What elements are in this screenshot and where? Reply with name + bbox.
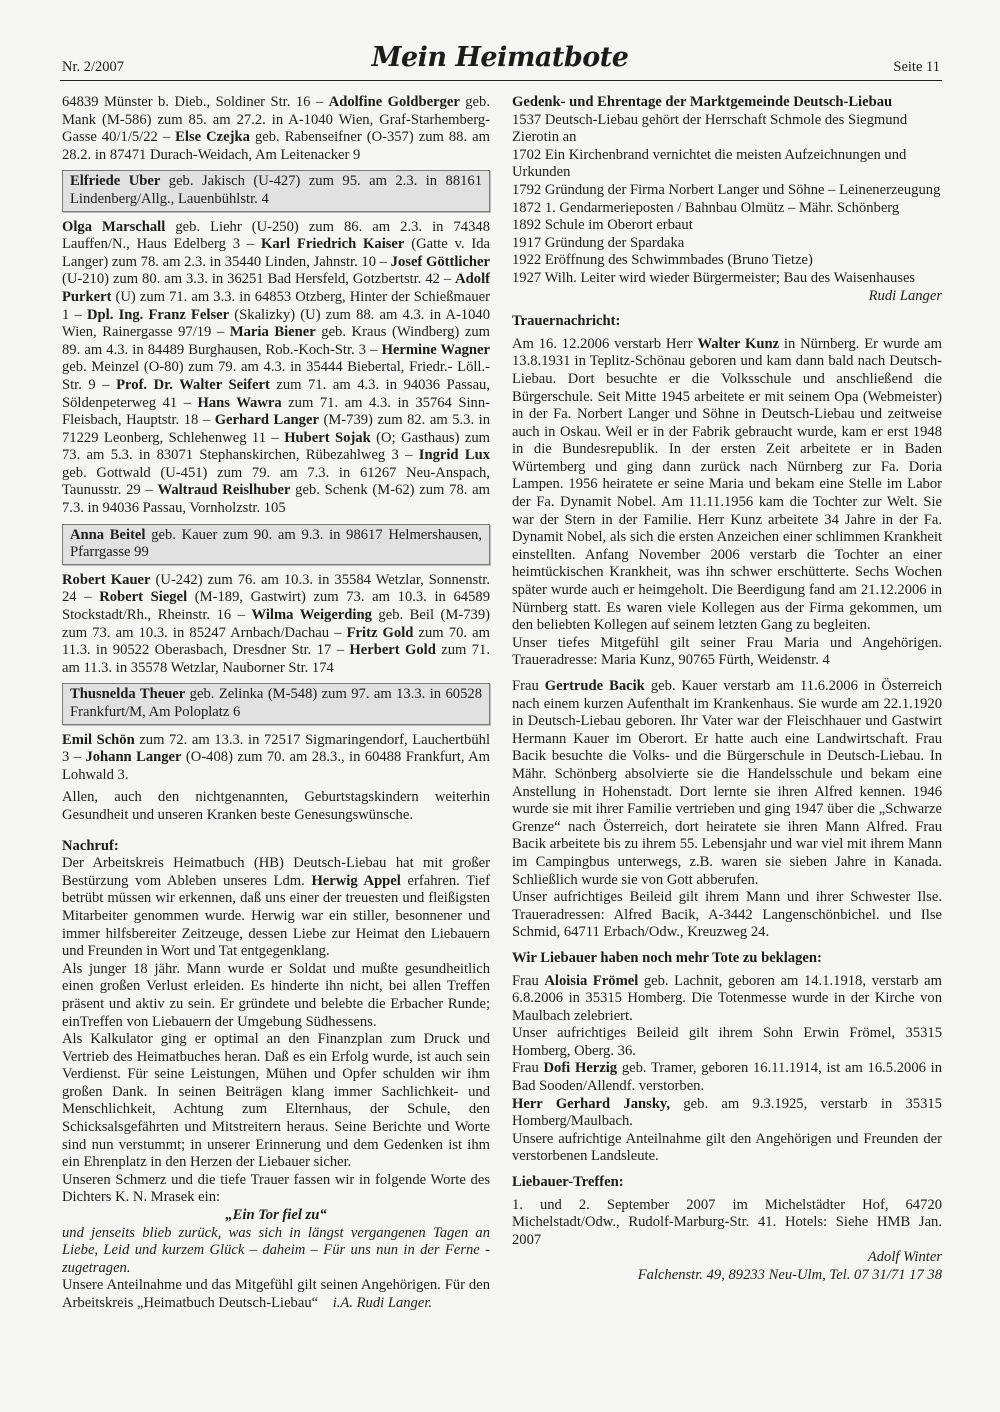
text-run: (M-189, Gastwirt) zum 73. am 10.3. in 64589 Stockstadt/Rh., Rheinstr. 16 – xyxy=(62,589,490,624)
text-run: zum 71. am 4.3. in 94036 Passau, Söldenpeterweg 41 – xyxy=(62,376,490,411)
text-run: (U-242) zum 76. am 10.3. in 35584 Wetzlar, Sonnenstr. 24 – xyxy=(62,571,490,606)
nachruf-paragraph-4: Unseren Schmerz und die tiefe Trauer fassen wir in folgende Worte des Dichters K. N. Mrasek ein: xyxy=(62,1171,490,1206)
person-name: Waltraud Reislhuber xyxy=(157,482,291,499)
text-run: Frau xyxy=(512,972,545,989)
gedenk-item: 1922 Eröffnung des Schwimmbades (Bruno Tietze) xyxy=(512,252,813,269)
page-number: Seite 11 xyxy=(893,59,940,75)
trauer-paragraph-2: Unser tiefes Mitgefühl gilt seiner Frau Maria und Angehörigen. Traueradresse: Maria Kunz, 90765 Fürth, Weidenstr. 4 xyxy=(512,634,942,669)
person-name: Adolfine Goldberger xyxy=(328,94,460,110)
person-name: Josef Göttlicher xyxy=(390,253,490,270)
birthday-paragraph-1 xyxy=(62,94,490,164)
mehr-tote-heading: Wir Liebauer haben noch mehr Tote zu beklagen: xyxy=(512,949,822,966)
person-name: Robert Siegel xyxy=(99,589,188,606)
birthday-highlight-text-1 xyxy=(70,173,482,208)
person-name: Johann Langer xyxy=(85,749,182,766)
treffen-signature-address: Falchenstr. 49, 89233 Neu-Ulm, Tel. 07 31/71 17 38 xyxy=(637,1267,942,1283)
trauer-paragraph-1 xyxy=(512,336,942,635)
gedenk-item: 1927 Wilh. Leiter wird wieder Bürgermeister; Bau des Waisenhauses xyxy=(512,269,916,286)
person-name: Elfriede Uber xyxy=(70,173,161,190)
mehr-paragraph-1 xyxy=(512,973,942,1026)
person-name: Karl Friedrich Kaiser xyxy=(261,236,405,253)
person-name: Ingrid Lux xyxy=(418,447,490,464)
gedenk-heading: Gedenk- und Ehrentage der Marktgemeinde Deutsch-Liebau xyxy=(512,94,893,110)
gedenk-signature: Rudi Langer xyxy=(868,287,942,304)
text-run: (U-210) zum 80. am 3.3. in 36251 Bad Hersfeld, Gotzbertstr. 42 – xyxy=(62,271,456,288)
mehr-paragraph-4 xyxy=(512,1096,942,1131)
person-name: Adolf Purkert xyxy=(62,271,490,305)
text-run: geb. am 9.3.1925, verstarb in 35315 Homberg/Maulbach. xyxy=(512,1095,942,1130)
mehr-paragraph-5: Unsere aufrichtige Anteilnahme gilt den Angehörigen und Freunden der verstorbenen Landsleute. xyxy=(512,1130,942,1165)
gedenk-item: 1892 Schule im Oberort erbaut xyxy=(512,217,693,234)
text-run: geb. Beil (M-739) zum 73. am 10.3. in 85247 Arnbach/Dachau – xyxy=(62,607,490,641)
trauer-heading: Trauernachricht: xyxy=(512,313,621,330)
text-run: (Gatte v. Ida Langer) zum 78. am 2.3. in 35440 Linden, Jahnstr. 10 – xyxy=(62,236,491,270)
masthead-logo: Mein Heimatbote xyxy=(371,42,629,73)
header-rule xyxy=(60,80,942,81)
text-run: zum 70. am 11.3. in 90522 Oberasbach, Dresdner Str. 17 – xyxy=(62,624,490,659)
person-name: Walter Kunz xyxy=(697,335,780,352)
birthday-highlight-box-2 xyxy=(62,524,490,565)
birthday-highlight-text-3 xyxy=(70,686,482,721)
text-run: geb. Rabenseifner (O-357) zum 88. am 28.2. in 87471 Durach-Weidach, Am Leitenacker 9 xyxy=(62,129,490,163)
birthday-paragraph-2 xyxy=(62,219,490,518)
text-run: (M-739) zum 82. am 5.3. in 71229 Leonberg, Schlehenweg 11 – xyxy=(62,412,490,446)
gedenk-item: 1537 Deutsch-Liebau gehört der Herrschaft Schmole des Siegmund Zierotin an xyxy=(512,111,908,146)
person-name: Gerhard Langer xyxy=(214,412,319,429)
birthday-highlight-text-2 xyxy=(70,527,482,562)
person-name: Thusnelda Theuer xyxy=(70,686,186,703)
person-name: Anna Beitel xyxy=(70,526,146,543)
birthday-highlight-box-1 xyxy=(62,170,490,211)
treffen-paragraph: 1. und 2. September 2007 im Michelstädter Hof, 64720 Michelstadt/Odw., Rudolf-Marburg-Str. 41. Hotels: Siehe HMB Jan. 2007 xyxy=(512,1196,942,1248)
text-run: geb. Mank (M-586) zum 85. am 27.2. in A-1040 Wien, Graf-Starhemberg-Gasse 40/1/5/22 – xyxy=(62,94,490,146)
text-run: geb. Kauer verstarb am 11.6.2006 in Österreich nach einem kurzen Aufenthalt im Krankenhaus. Sie wurde am 22.1.1920 in Deutsch-Liebau geboren. Ihr Vater war der Fleischhauer und Gastwirt Hermann Kauer im Oberort. Er hatte auch eine Landwirtschaft. Frau Bacik besuchte die Volks- und die Bürgerschule in Deutsch-Liebau. In Mähr. Schönberg absolvierte sie die Handelsschule und bekam eine Anstellung in Hohenstadt. Dort lernte sie ihren Alfred kennen. 1946 wurde sie mit ihrer Familie vertrieben und ging 1947 über die „Schwarze Grenze“ nach Österreich, dort heiratete sie ihren Mann Alfred. Frau Bacik arbeitete bis zu ihrem 55. Lebensjahr und war viel mit ihrem Mann im Campingbus unterwegs, z.B. waren sie sieben Jahre in Kanada. Schließlich wurde sie von Gott abberufen. xyxy=(512,678,943,888)
person-name: Herwig Appel xyxy=(311,872,401,889)
text-run: in Nürnberg. Er wurde am 13.8.1931 in Teplitz-Schönau geboren und kam dann bald nach Deutsch-Liebau. Dort besuchte er die Volksschule und anschließend die Bürgerschule. Seit Mitte 1945 arbeitete er mit seinem Opa (Webmeister) in der Fa. Norbert Langer und Söhne in Deutsch-Liebau und zeitweise auch in Oskau. Weil er in der Fabrik gebraucht wurde, kam er erst 1948 in die Bundesrepublik. In der ersten Zeit arbeitete er in Baden Würtemberg und ging dann zurück nach Nürnberg zur Fa. Doria Lampen. 1956 heiratete er seine Maria und bekam eine Stelle im Labor der Fa. Dynamit Nobel. Am 11.11.1956 kam die Tochter zur Welt. Sie war der Stern in der Familie. Herr Kunz arbeitete 34 Jahre in der Fa. Dynamit Nobel, als sich die ersten Anzeichen einer schlimmen Krankheit einstellten. Anfang November 2006 verstarb die Tochter an einer heimtückischen Krankheit, was ihn schwer erschütterte. Sechs Wochen später wurde auch er heimgeholt. Die Beerdigung fand am 21.12.2006 in Nürnberg statt. Es waren viele Kollegen aus der Firma gekommen, um den beliebten Kollegen auf seinem letzten Gang zu begleiten. xyxy=(512,335,942,634)
text-run: zum 71. am 11.3. in 35578 Wetzlar, Nauborner Str. 174 xyxy=(62,642,490,676)
mehr-paragraph-3 xyxy=(512,1060,942,1095)
poem-title: „Ein Tor fiel zu“ xyxy=(225,1207,327,1224)
treffen-heading: Liebauer-Treffen: xyxy=(512,1174,624,1191)
text-run: geb. Gottwald (U-451) zum 79. am 7.3. in 61267 Neu-Anspach, Taunusstr. 29 – xyxy=(62,464,490,499)
mehr-paragraph-2: Unser aufrichtiges Beileid gilt ihrem Sohn Erwin Frömel, 35315 Homberg, Oberg. 36. xyxy=(512,1025,942,1059)
person-name: Hans Wawra xyxy=(197,394,282,411)
nachruf-paragraph-2: Als junger 18 jähr. Mann wurde er Soldat und mußte gesundheitlich einen großen Verlust erleiden. Es hinderte ihn nicht, bei allen Treffen präsent und aktiv zu sein. Er gründete und belebte die Erbacher Runde; einTreffen von Liebauern der Umgebung Südhessens. xyxy=(62,960,490,1030)
text-run: Frau xyxy=(512,1060,544,1077)
trauer-paragraph-4: Unser aufrichtiges Beileid gilt ihrem Mann und ihrer Schwester Ilse. Traueradressen: Alfred Bacik, A-3442 Langenschönbichel. und Ilse Schmid, 64711 Erbach/Odw., Kreuzweg 24. xyxy=(512,889,942,941)
wishes-paragraph: Allen, auch den nichtgenannten, Geburtstagskindern weiterhin Gesundheit und unseren Kranken beste Genesungswünsche. xyxy=(62,789,490,823)
text-run: geb. Lachnit, geboren am 14.1.1918, verstarb am 6.8.2006 in 35315 Homberg. Die Totenmesse wurde in der Kirche von Maulbach zelebriert. xyxy=(512,972,942,1024)
person-name: Dpl. Ing. Franz Felser xyxy=(87,306,230,323)
nachruf-signature: i.A. Rudi Langer. xyxy=(332,1295,433,1311)
text-run: erfahren. Tief betrübt müssen wir erkennen, daß uns einer der treuesten und fleißigsten Mitarbeiter genommen wurde. Herwig war ein stiller, besonnener und immer hilfsbereiter Zeitzeuge, dessen Liebe zur Heimat den Liebauern und Freunden in Wort und Tat entgegenklang. xyxy=(62,872,490,960)
birthday-paragraph-4 xyxy=(62,732,490,785)
nachruf-paragraph-1 xyxy=(62,855,490,961)
person-name: Prof. Dr. Walter Seifert xyxy=(116,376,270,393)
poem-text: und jenseits blieb zurück, was sich in längst vergangenen Tagen an Liebe, Leid und kurzem Glück – daheim – Für uns nun in der Ferne - zugetragen. xyxy=(62,1224,490,1276)
person-name: Wilma Weigerding xyxy=(251,607,372,624)
gedenk-item: 1792 Gründung der Firma Norbert Langer und Söhne – Leinenerzeugung xyxy=(512,181,941,198)
text-run: zum 71. am 4.3. in 35764 Sinn-Fleisbach, Hauptstr. 18 – xyxy=(62,394,490,429)
issue-number: Nr. 2/2007 xyxy=(62,59,125,75)
nachruf-paragraph-3: Als Kalkulator ging er optimal an den Finanzplan zum Druck und Vertrieb des Heimatbuches heran. Daß es ein Erfolg wurde, ist auch sein Verdienst. Für seine Leistungen, Mühen und Opfer schulden wir ihm großen Dank. In seinen Beiträgen klang immer Sachlichkeit- und Menschlichkeit, Achtung zum Elternhaus, der Schule, den Schicksalsgefährten und Mitstreitern heraus. Seine Berichte und Worte sind nun verstummt; in unserer Erinnerung und dem Gedenken ist ihm ein Ehrenplatz in den Herzen der Liebauer sicher. xyxy=(62,1031,490,1171)
text-run: 64839 Münster b. Dieb., Soldiner Str. 16 – xyxy=(62,94,329,110)
text-run: geb. Zelinka (M-548) zum 97. am 13.3. in 60528 Frankfurt/M, Am Poloplatz 6 xyxy=(70,686,482,720)
text-run: (O; Gasthaus) zum 73. am 5.3. in 83071 Stephanskirchen, Rübezahlweg 3 – xyxy=(62,429,491,464)
birthday-highlight-box-3 xyxy=(62,683,490,724)
text-run: Der Arbeitskreis Heimatbuch (HB) Deutsch-Liebau hat mit großer Bestürzung vom Ableben unseres Ldm. xyxy=(62,855,490,889)
text-run: Am 16. 12.2006 verstarb Herr xyxy=(512,335,698,352)
right-column xyxy=(512,94,942,1285)
text-run: geb. Schenk (M-62) zum 78. am 7.3. in 94036 Passau, Vornholzstr. 105 xyxy=(62,482,490,517)
person-name: Emil Schön xyxy=(62,731,135,748)
text-run: geb. Liehr (U-250) zum 86. am 2.3. in 74348 Lauffen/N., Haus Edelberg 3 – xyxy=(62,218,490,253)
gedenk-item: 1917 Gründung der Spardaka xyxy=(512,234,685,251)
text-run: geb. Meinzel (O-80) zum 79. am 4.3. in 35444 Biebertal, Friedr.- Löll.-Str. 9 – xyxy=(62,359,490,393)
text-run: geb. Kauer zum 90. am 9.3. in 98617 Helmershausen, Pfarrgasse 99 xyxy=(70,526,482,561)
nachruf-closing xyxy=(62,1277,490,1312)
nachruf-heading: Nachruf: xyxy=(62,837,119,854)
person-name: Herr Gerhard Jansky, xyxy=(512,1095,671,1112)
text-run: Frau xyxy=(512,678,545,694)
treffen-signature-name: Adolf Winter xyxy=(867,1249,942,1266)
person-name: Hubert Sojak xyxy=(284,429,371,446)
person-name: Maria Biener xyxy=(229,324,316,341)
text-run: (U) zum 71. am 3.3. in 64853 Otzberg, Hinter der Schießmauer 1 – xyxy=(62,288,490,323)
text-run: geb. Tramer, geboren 16.11.1914, ist am 16.5.2006 in Bad Sooden/Allendf. verstorben. xyxy=(512,1060,942,1095)
text-run: geb. Kraus (Windberg) zum 89. am 4.3. in 84489 Burghausen, Rob.-Koch-Str. 3 – xyxy=(62,324,490,358)
text-run: (O-408) zum 70. am 28.3., in 60488 Frankfurt, Am Lohwald 3. xyxy=(62,749,490,783)
person-name: Gertrude Bacik xyxy=(544,678,645,694)
gedenk-list xyxy=(512,112,942,288)
person-name: Else Czejka xyxy=(175,129,250,146)
person-name: Hermine Wagner xyxy=(381,341,490,358)
text-run: (Skalizky) (U) zum 88. am 4.3. in A-1040 Wien, Rainergasse 97/19 – xyxy=(62,306,490,341)
person-name: Dofi Herzig xyxy=(543,1060,618,1077)
person-name: Olga Marschall xyxy=(62,218,166,235)
person-name: Robert Kauer xyxy=(62,571,151,588)
left-column xyxy=(62,94,490,1313)
text-run: geb. Jakisch (U-427) zum 95. am 2.3. in 88161 Lindenberg/Allg., Lauenbühlstr. 4 xyxy=(70,173,483,207)
gedenk-item: 1872 1. Gendarmerieposten / Bahnbau Olmütz – Mähr. Schönberg xyxy=(512,199,900,216)
birthday-paragraph-3 xyxy=(62,572,490,678)
person-name: Herbert Gold xyxy=(349,642,436,659)
person-name: Fritz Gold xyxy=(346,624,414,641)
gedenk-item: 1702 Ein Kirchenbrand vernichtet die meisten Aufzeichnungen und Urkunden xyxy=(512,146,907,181)
nachruf-closing-text: Unsere Anteilnahme und das Mitgefühl gilt seinen Angehörigen. Für den Arbeitskreis „Heimatbuch Deutsch-Liebau“ xyxy=(62,1277,490,1311)
trauer-paragraph-3 xyxy=(512,678,942,889)
person-name: Aloisia Frömel xyxy=(544,972,639,989)
text-run: zum 72. am 13.3. in 72517 Sigmaringendorf, Lauchertbühl 3 – xyxy=(62,731,490,766)
